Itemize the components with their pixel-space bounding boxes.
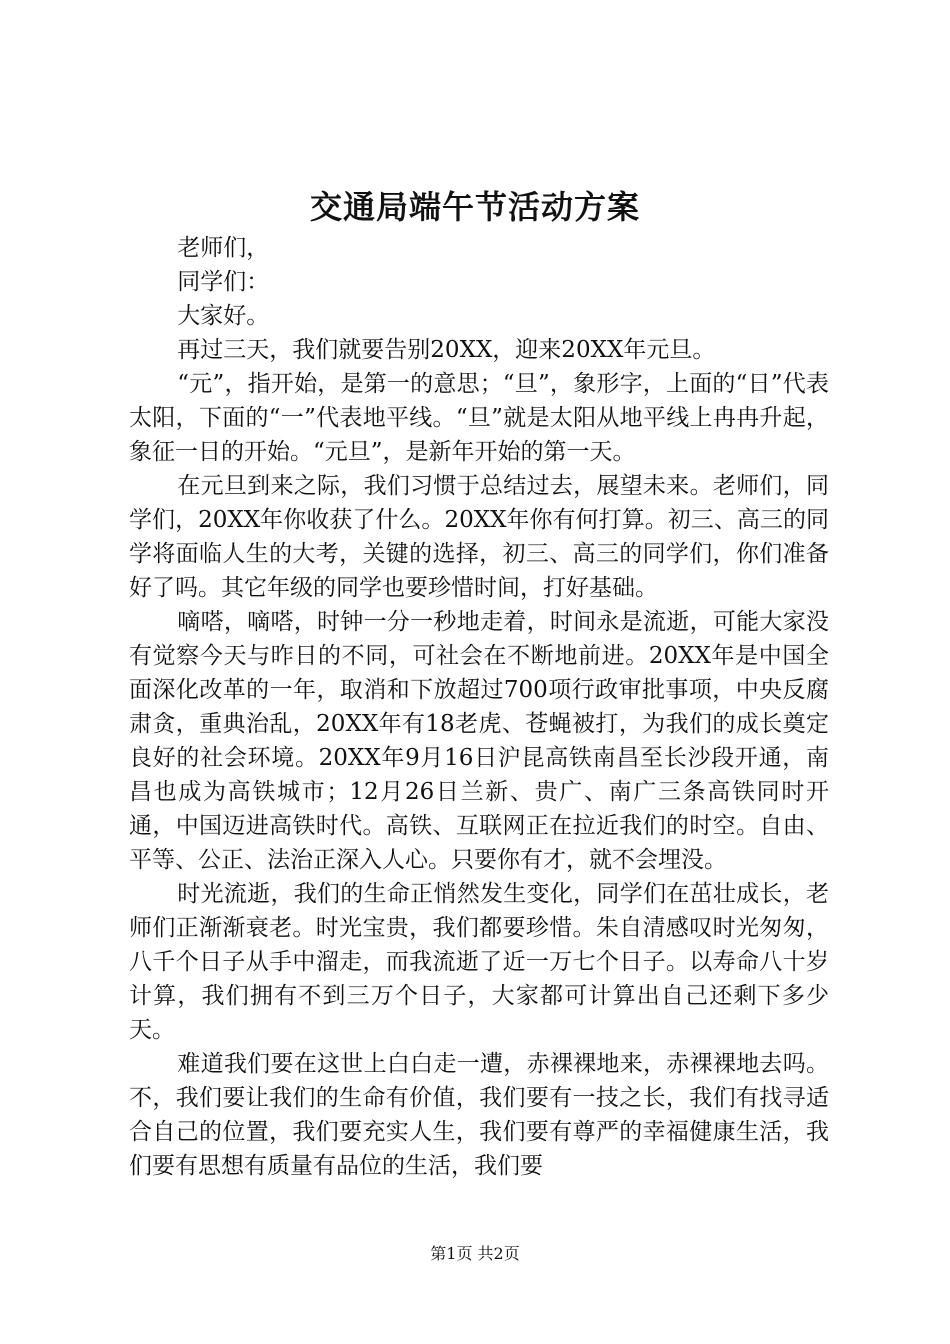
paragraph-intro: 再过三天，我们就要告别20XX，迎来20XX年元旦。 xyxy=(177,337,716,363)
paragraph-greeting-students: 同学们： xyxy=(177,269,270,295)
paragraph-value: 难道我们要在这世上白白走一遭，赤裸裸地来，赤裸裸地去吗。不，我们要让我们的生命有价值，我们要有一技之长，我们有找寻适合自己的位置，我们要充实人生，我们要有尊严的幸福健康生活，我们要有思想有质量有品位的生活，我们要 xyxy=(129,1051,829,1179)
paragraph-society: 嘀嗒，嘀嗒，时钟一分一秒地走着，时间永是流逝，可能大家没有觉察今天与昨日的不同，可社会在不断地前进。20XX年是中国全面深化改革的一年，取消和下放超过700项行政审批事项，中央反腐肃贪，重典治乱，20XX年有18老虎、苍蝇被打，为我们的成长奠定良好的社会环境。20XX年9月16日沪昆高铁南昌至长沙段开通，南昌也成为高铁城市；12月26日兰新、贵广、南广三条高铁同时开通，中国迈进高铁时代。高铁、互联网正在拉近我们的时空。自由、平等、公正、法治正深入人心。只要你有才，就不会埋没。 xyxy=(129,609,829,873)
paragraph-greeting-teachers: 老师们， xyxy=(177,235,270,261)
paragraph-time: 时光流逝，我们的生命正悄然发生变化，同学们在茁壮成长，老师们正渐渐衰老。时光宝贵，我们都要珍惜。朱自清感叹时光匆匆，八千个日子从手中溜走，而我流逝了近一万七个日子。以寿命八十岁计算，我们拥有不到三万个日子，大家都可计算出自己还剩下多少天。 xyxy=(129,881,829,1043)
paragraph-greeting-all: 大家好。 xyxy=(177,303,270,329)
page-number-footer: 第1页 共2页 xyxy=(430,1244,520,1263)
document-body xyxy=(129,231,829,1183)
paragraph-yuandan-meaning: “元”，指开始，是第一的意思；“旦”，象形字，上面的“日”代表太阳，下面的“一”代表地平线。“旦”就是太阳从地平线上冉冉升起，象征一日的开始。“元旦”，是新年开始的第一天。 xyxy=(129,371,829,465)
document-title: 交通局端午节活动方案 xyxy=(309,188,640,226)
paragraph-review: 在元旦到来之际，我们习惯于总结过去，展望未来。老师们，同学们，20XX年你收获了什么。20XX年你有何打算。初三、高三的同学将面临人生的大考，关键的选择，初三、高三的同学们，你们准备好了吗。其它年级的同学也要珍惜时间，打好基础。 xyxy=(129,473,829,601)
